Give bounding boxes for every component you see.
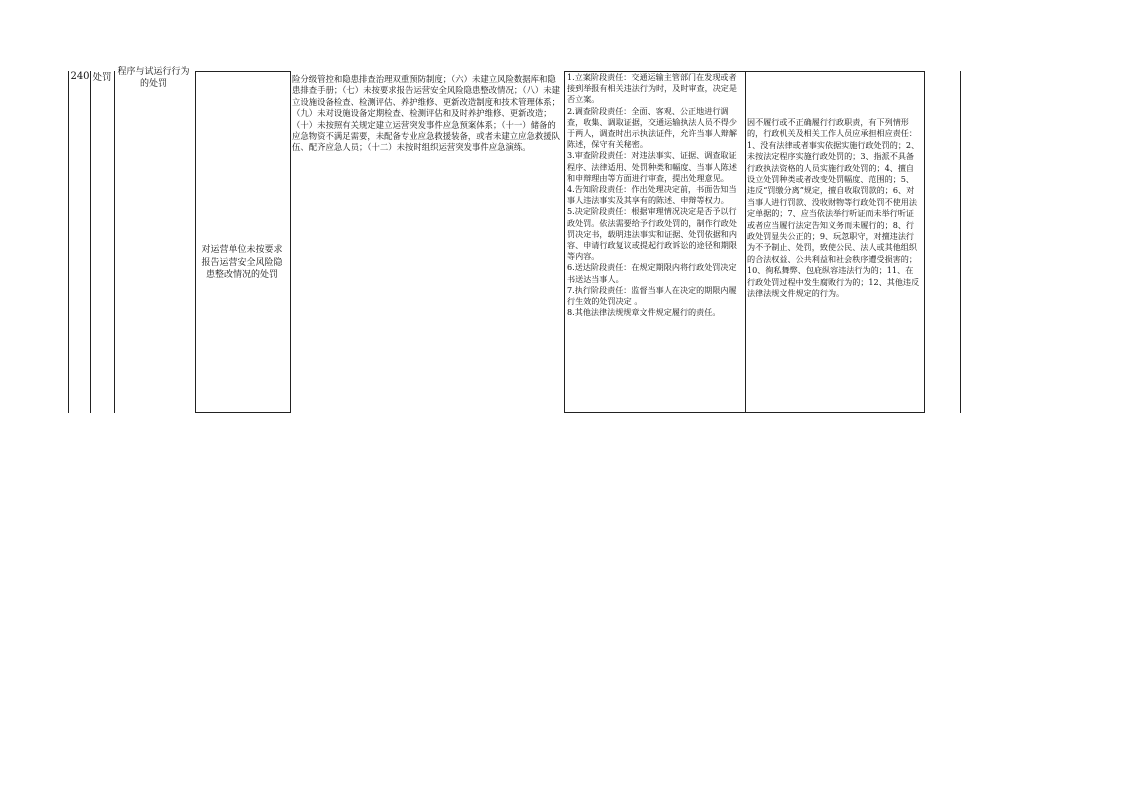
row-number: 240 [70, 71, 90, 82]
list-item: 8.其他法律法规规章文件规定履行的责任。 [567, 307, 721, 318]
sub-item-name: 对运营单位未按要求报告运营安全风险隐患整改情况的处罚 [201, 245, 283, 280]
responsibility-list [567, 72, 743, 318]
table-border [924, 71, 925, 413]
list-item: 7.执行阶段责任：监督当事人在决定的期限内履行生效的处罚决定 。 [567, 284, 737, 307]
legal-basis [292, 74, 562, 154]
list-item: 2.调查阶段责任：全面、客观、公正地进行调查，收集、调取证据，交通运输执法人员不得少于两人，调查时出示执法证件，允许当事人辩解陈述，保守有关秘密。 [567, 105, 737, 150]
table-border [195, 71, 196, 413]
power-item-name: 程序与试运行行为的处罚 [117, 67, 190, 89]
power-category: 处罚 [92, 72, 112, 83]
list-item: 4.告知阶段责任：作出处理决定前，书面告知当事人违法事实及其享有的陈述、申辩等权力。 [567, 184, 737, 206]
table-border [195, 71, 290, 72]
list-item: 6.送达阶段责任：在规定期限内将行政处罚决定书送达当事人。 [567, 262, 737, 284]
list-item: 1.立案阶段责任：交通运输主管部门在发现或者接到举报有相关违法行为时，及时审查，决定是否立案。 [567, 72, 737, 105]
table-border [90, 71, 91, 413]
table-border [745, 71, 746, 413]
table-border [68, 71, 69, 413]
table-border [114, 71, 115, 413]
table-border [960, 71, 961, 413]
table-border [195, 412, 290, 413]
accountability-text: 因不履行或不正确履行行政职责，有下列情形的，行政机关及相关工作人员应承担相应责任：1、没有法律或者事实依据实施行政处罚的；2、未按法定程序实施行政处罚的；3、指派不具备行政执法资格的人员实施行政处罚的；4、擅自设立处罚种类或者改变处罚幅度、范围的；5、违反“罚缴分离”规定，擅自收取罚款的；6、对当事人进行罚款、没收财物等行政处罚不使用法定单据的；7、应当依法举行听证而未举行听证或者应当履行法定告知义务而未履行的；8、行政处罚显失公正的；9、玩忽职守，对擅违法行为不予制止、处罚，致使公民、法人或其他组织的合法权益、公共利益和社会秩序遭受损害的；10、徇私舞弊、包庇纵容违法行为的；11、在行政处罚过程中发生腐败行为的；12、其他违反法律法规文件规定的行为。 [747, 117, 920, 299]
table-border [564, 71, 565, 413]
legal-basis-text: 险分级管控和隐患排查治理双重预防制度；（六）未建立风险数据库和隐患排查手册；（七）未按要求报告运营安全风险隐患整改情况；（八）未建立设施设备检查、检测评估、养护维修、更新改造制度和技术管理体系；（九）未对设施设备定期检查、检测评估和及时养护维修、更新改造；（十）未按照有关规定建立运营突发事件应急预案体系；（十一）储备的应急物资不满足需要，未配备专业应急救援装备，或者未建立应急救援队伍、配齐应急人员；（十二）未按时组织运营突发事件应急演练。 [292, 74, 560, 153]
list-item: 5.决定阶段责任：根据审理情况决定是否予以行政处罚。依法需要给予行政处罚的，制作行政处罚决定书，载明违法事实和证据、处罚依据和内容、申请行政复议或提起行政诉讼的途径和期限等内容。 [567, 206, 737, 262]
table-border [290, 71, 291, 413]
table-border [564, 412, 925, 413]
list-item: 3.审查阶段责任：对违法事实、证据、调查取证程序、法律适用、处罚种类和幅度、当事人陈述和申辩理由等方面进行审查，提出处理意见。 [567, 150, 737, 183]
